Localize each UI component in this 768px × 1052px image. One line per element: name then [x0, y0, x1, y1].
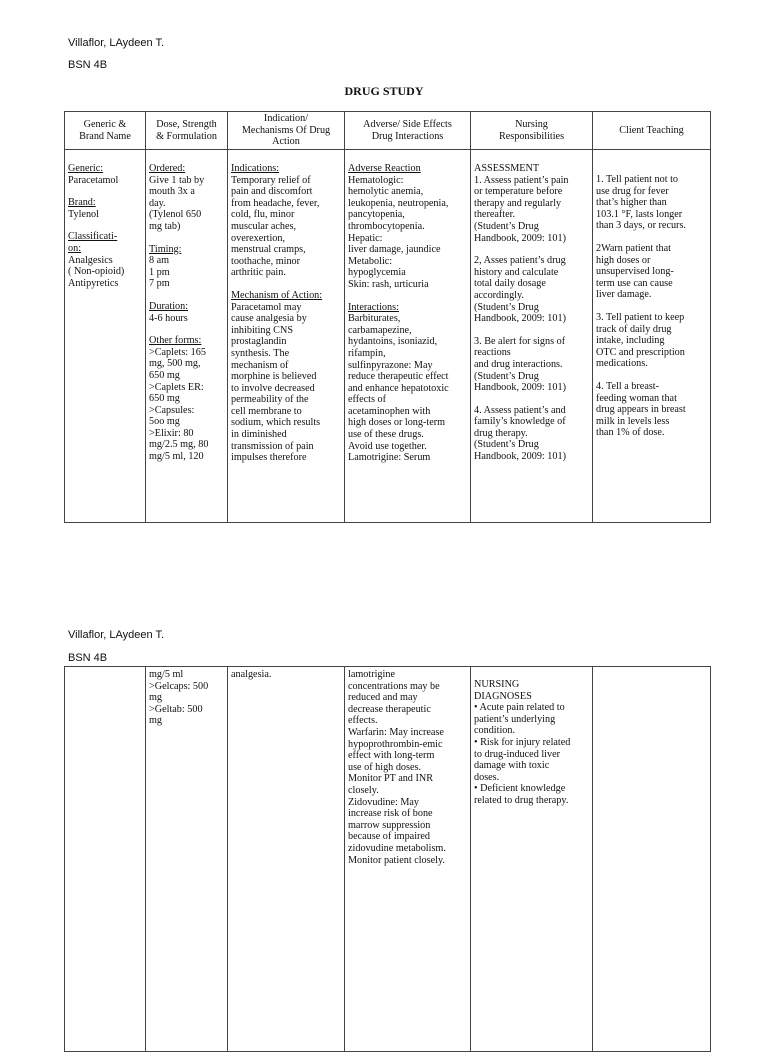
header-dose: Dose, Strength & Formulation	[146, 112, 228, 150]
list-item: 2, Asses patient’s drug history and calculate total daily dosage accordingly. (Student’s Drug Handbook, 2009: 101)	[474, 255, 566, 325]
list-item: 3. Be alert for signs of reactions and drug interactions. (Student’s Drug Handbook, 2009: 101)	[474, 335, 566, 394]
cell-nursing-cont	[471, 667, 593, 1052]
author-name: Villaflor, LAydeen T.	[68, 37, 165, 49]
timing-value: 8 am 1 pm 7 pm	[149, 255, 170, 290]
cell-adverse-cont: lamotrigine concentrations may be reduced and may decrease therapeutic effects. Warfarin: May increase hypoprothrombin-emic effect with long-term use of high doses. Monitor PT and INR closely. Zidovudine: May increase risk of bone marrow suppression because of impaired zidovudine metabolism. Monitor patient closely.	[345, 667, 471, 1052]
header-adverse: Adverse/ Side Effects Drug Interactions	[345, 112, 471, 150]
list-item: 1. Tell patient not to use drug for fever that’s higher than 103.1 °F, lasts longer than 3 days, or recurs.	[596, 174, 686, 232]
header-nursing: Nursing Responsibilities	[471, 112, 593, 150]
drug-study-table	[64, 111, 711, 523]
mechanism-value: Paracetamol may cause analgesia by inhibiting CNS prostaglandin synthesis. The mechanism of morphine is believed to involve decreased permeability of the cell membrane to sodium, which results in diminished transmission of pain impulses therefore	[231, 301, 321, 464]
list-item: 4. Tell a breast- feeding woman that drug appears in breast milk in levels less than 1% of dose.	[596, 380, 686, 439]
indications-value: Temporary relief of pain and discomfort from headache, fever, cold, flu, minor muscular aches, overexertion, menstrual cramps, toothache, minor arthritic pain.	[231, 174, 320, 279]
header-client-teaching: Client Teaching	[593, 112, 711, 150]
cell-client-teaching	[593, 150, 711, 523]
cell-generic-brand-cont	[65, 667, 146, 1052]
list-item: 3. Tell patient to keep track of daily drug intake, including OTC and prescription medications.	[596, 311, 685, 370]
cell-generic-brand	[65, 150, 146, 523]
table-row	[65, 150, 711, 523]
generic-label: Generic:	[68, 163, 104, 174]
mechanism-label: Mechanism of Action:	[231, 289, 323, 301]
table-header-row	[65, 112, 711, 150]
other-forms-value: >Caplets: 165 mg, 500 mg, 650 mg >Caplets ER: 650 mg >Capsules: 5oo mg >Elixir: 80 mg/2.5 mg, 80 mg/5 ml, 120	[149, 346, 209, 463]
indications-label: Indications:	[231, 163, 280, 174]
brand-label: Brand:	[68, 197, 96, 209]
cell-client-teaching-cont	[593, 667, 711, 1052]
section-label: BSN 4B	[68, 59, 108, 71]
timing-label: Timing:	[149, 243, 182, 255]
adverse-value: Hematologic: hemolytic anemia, leukopenia, neutropenia, pancytopenia, thrombocytopenia. Hepatic: liver damage, jaundice Metabolic: hypoglycemia Skin: rash, urticuria	[348, 174, 449, 290]
list-item: • Acute pain related to patient’s underlying condition.	[474, 702, 565, 737]
cell-dose-cont: mg/5 ml >Gelcaps: 500 mg >Geltab: 500 mg	[146, 667, 228, 1052]
cell-adverse	[345, 150, 471, 523]
cell-indication-cont: analgesia.	[228, 667, 345, 1052]
cell-dose	[146, 150, 228, 523]
list-item: 2Warn patient that high doses or unsupervised long- term use can cause liver damage.	[596, 242, 674, 301]
list-item: • Risk for injury related to drug-induced liver damage with toxic doses.	[474, 736, 571, 783]
classification-label: Classificati- on:	[68, 231, 118, 254]
author-name-page2: Villaflor, LAydeen T.	[68, 629, 165, 641]
generic-value: Paracetamol	[68, 174, 119, 186]
cell-nursing	[471, 150, 593, 523]
header-generic-brand: Generic & Brand Name	[65, 112, 146, 150]
ordered-value: Give 1 tab by mouth 3x a day. (Tylenol 650 mg tab)	[149, 174, 205, 232]
list-item: • Deficient knowledge related to drug therapy.	[474, 783, 569, 806]
table-row	[65, 667, 711, 1052]
list-item: 1. Assess patient’s pain or temperature before therapy and regularly thereafter. (Student’s Drug Handbook, 2009: 101)	[474, 174, 569, 244]
header-indication: Indication/ Mechanisms Of Drug Action	[228, 112, 345, 150]
list-item: 4. Assess patient’s and family’s knowledge of drug therapy. (Student’s Drug Handbook, 2009: 101)	[474, 404, 566, 463]
interactions-value: Barbiturates, carbamapezine, hydantoins, isoniazid, rifampin, sulfinpyrazone: May reduce therapeutic effect and enhance hepatotoxic effects of acetaminophen with high doses or long-term use of these drugs. Avoid use together. Lamotrigine: Serum	[348, 313, 449, 464]
document-title: DRUG STUDY	[344, 84, 424, 98]
other-forms-label: Other forms:	[149, 335, 202, 347]
duration-value: 4-6 hours	[149, 312, 188, 324]
interactions-label: Interactions:	[348, 301, 399, 313]
brand-value: Tylenol	[68, 208, 99, 220]
duration-label: Duration:	[149, 300, 189, 312]
ordered-label: Ordered:	[149, 163, 186, 174]
adverse-label: Adverse Reaction	[348, 163, 421, 174]
assessment-heading: ASSESSMENT	[474, 163, 540, 174]
drug-study-table-continued	[64, 666, 711, 1052]
section-label-page2: BSN 4B	[68, 652, 108, 664]
nursing-diagnoses-heading: NURSING DIAGNOSES	[474, 679, 532, 702]
cell-indication	[228, 150, 345, 523]
classification-value: Analgesics ( Non-opioid) Antipyretics	[68, 254, 125, 289]
